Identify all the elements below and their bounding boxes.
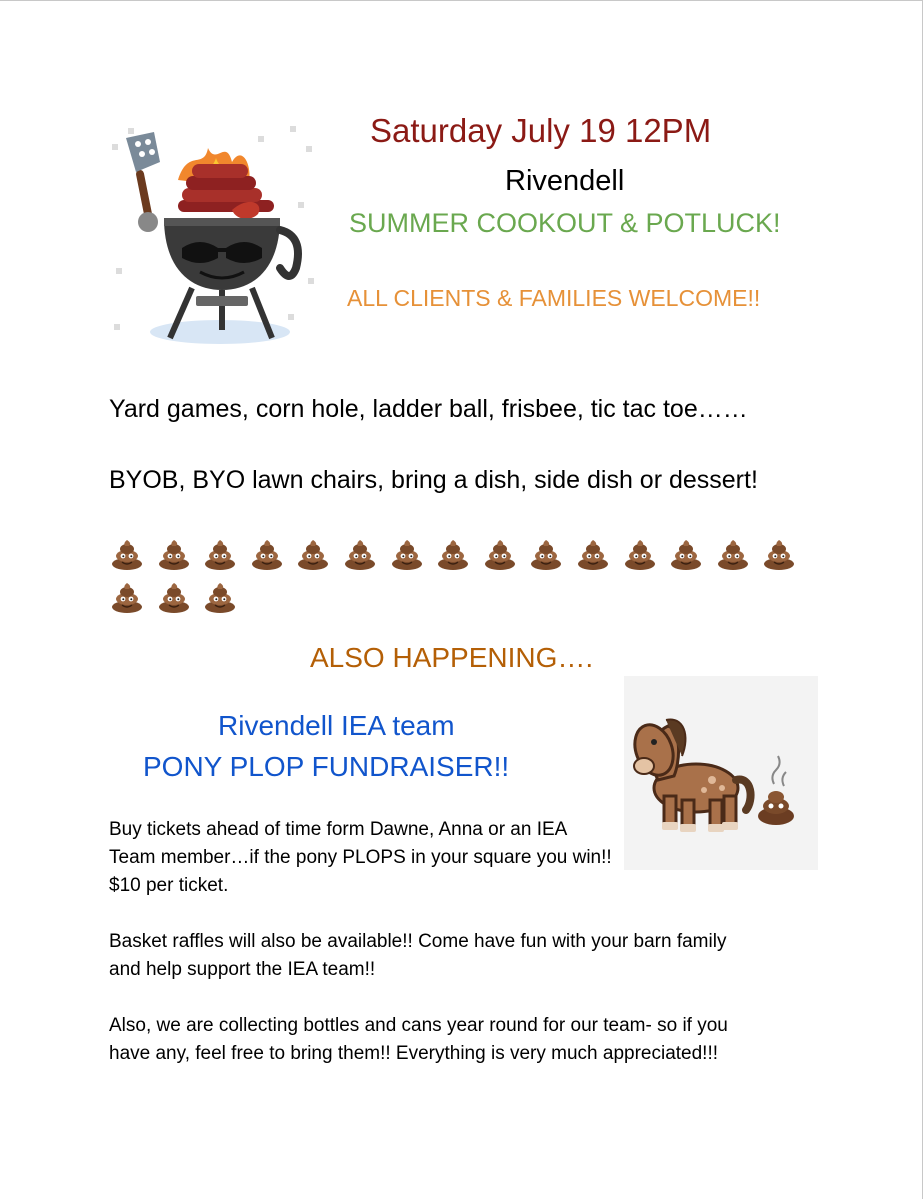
- pile-of-poo-icon: [110, 537, 144, 571]
- iea-team-line: Rivendell IEA team: [218, 710, 455, 741]
- pile-of-poo-icon: [203, 580, 237, 614]
- pile-of-poo-icon: [576, 537, 610, 571]
- bottles-line-1: Also, we are collecting bottles and cans year round for our team- so if you: [109, 1015, 728, 1036]
- pony-with-poop-illustration: [624, 676, 818, 870]
- tickets-line-1: Buy tickets ahead of time form Dawne, Anna or an IEA: [109, 819, 568, 840]
- pile-of-poo-icon: [669, 537, 703, 571]
- poo-emoji-row-2: [110, 580, 810, 620]
- raffles-line-2: and help support the IEA team!!: [109, 959, 376, 980]
- bottles-paragraph: [109, 1012, 728, 1068]
- pile-of-poo-icon: [203, 537, 237, 571]
- pile-of-poo-icon: [623, 537, 657, 571]
- pile-of-poo-icon: [390, 537, 424, 571]
- pile-of-poo-icon: [250, 537, 284, 571]
- raffles-line-1: Basket raffles will also be available!! Come have fun with your barn family: [109, 931, 727, 952]
- pile-of-poo-icon: [157, 537, 191, 571]
- poo-emoji-row-1: [110, 537, 810, 577]
- pile-of-poo-icon: [529, 537, 563, 571]
- event-location: Rivendell: [505, 165, 625, 197]
- activities-bring: BYOB, BYO lawn chairs, bring a dish, side dish or dessert!: [109, 466, 758, 494]
- pile-of-poo-icon: [110, 580, 144, 614]
- event-title: SUMMER COOKOUT & POTLUCK!: [349, 208, 781, 238]
- pile-of-poo-icon: [716, 537, 750, 571]
- tickets-line-3: $10 per ticket.: [109, 875, 229, 896]
- event-date-time: Saturday July 19 12PM: [370, 112, 712, 149]
- pile-of-poo-icon: [436, 537, 470, 571]
- pile-of-poo-icon: [296, 537, 330, 571]
- bbq-grill-illustration: [108, 118, 322, 350]
- tickets-line-2: Team member…if the pony PLOPS in your square you win!!: [109, 847, 612, 868]
- pile-of-poo-icon: [483, 537, 517, 571]
- activities-games: Yard games, corn hole, ladder ball, frisbee, tic tac toe……: [109, 395, 748, 423]
- fundraiser-title: PONY PLOP FUNDRAISER!!: [143, 751, 510, 782]
- welcome-line: ALL CLIENTS & FAMILIES WELCOME!!: [347, 285, 761, 311]
- pile-of-poo-icon: [762, 537, 796, 571]
- also-happening-heading: ALSO HAPPENING….: [310, 642, 594, 673]
- pile-of-poo-icon: [343, 537, 377, 571]
- bottles-line-2: have any, feel free to bring them!! Everything is very much appreciated!!!: [109, 1043, 719, 1064]
- pile-of-poo-icon: [157, 580, 191, 614]
- raffles-paragraph: [109, 928, 726, 984]
- tickets-paragraph: [109, 816, 612, 900]
